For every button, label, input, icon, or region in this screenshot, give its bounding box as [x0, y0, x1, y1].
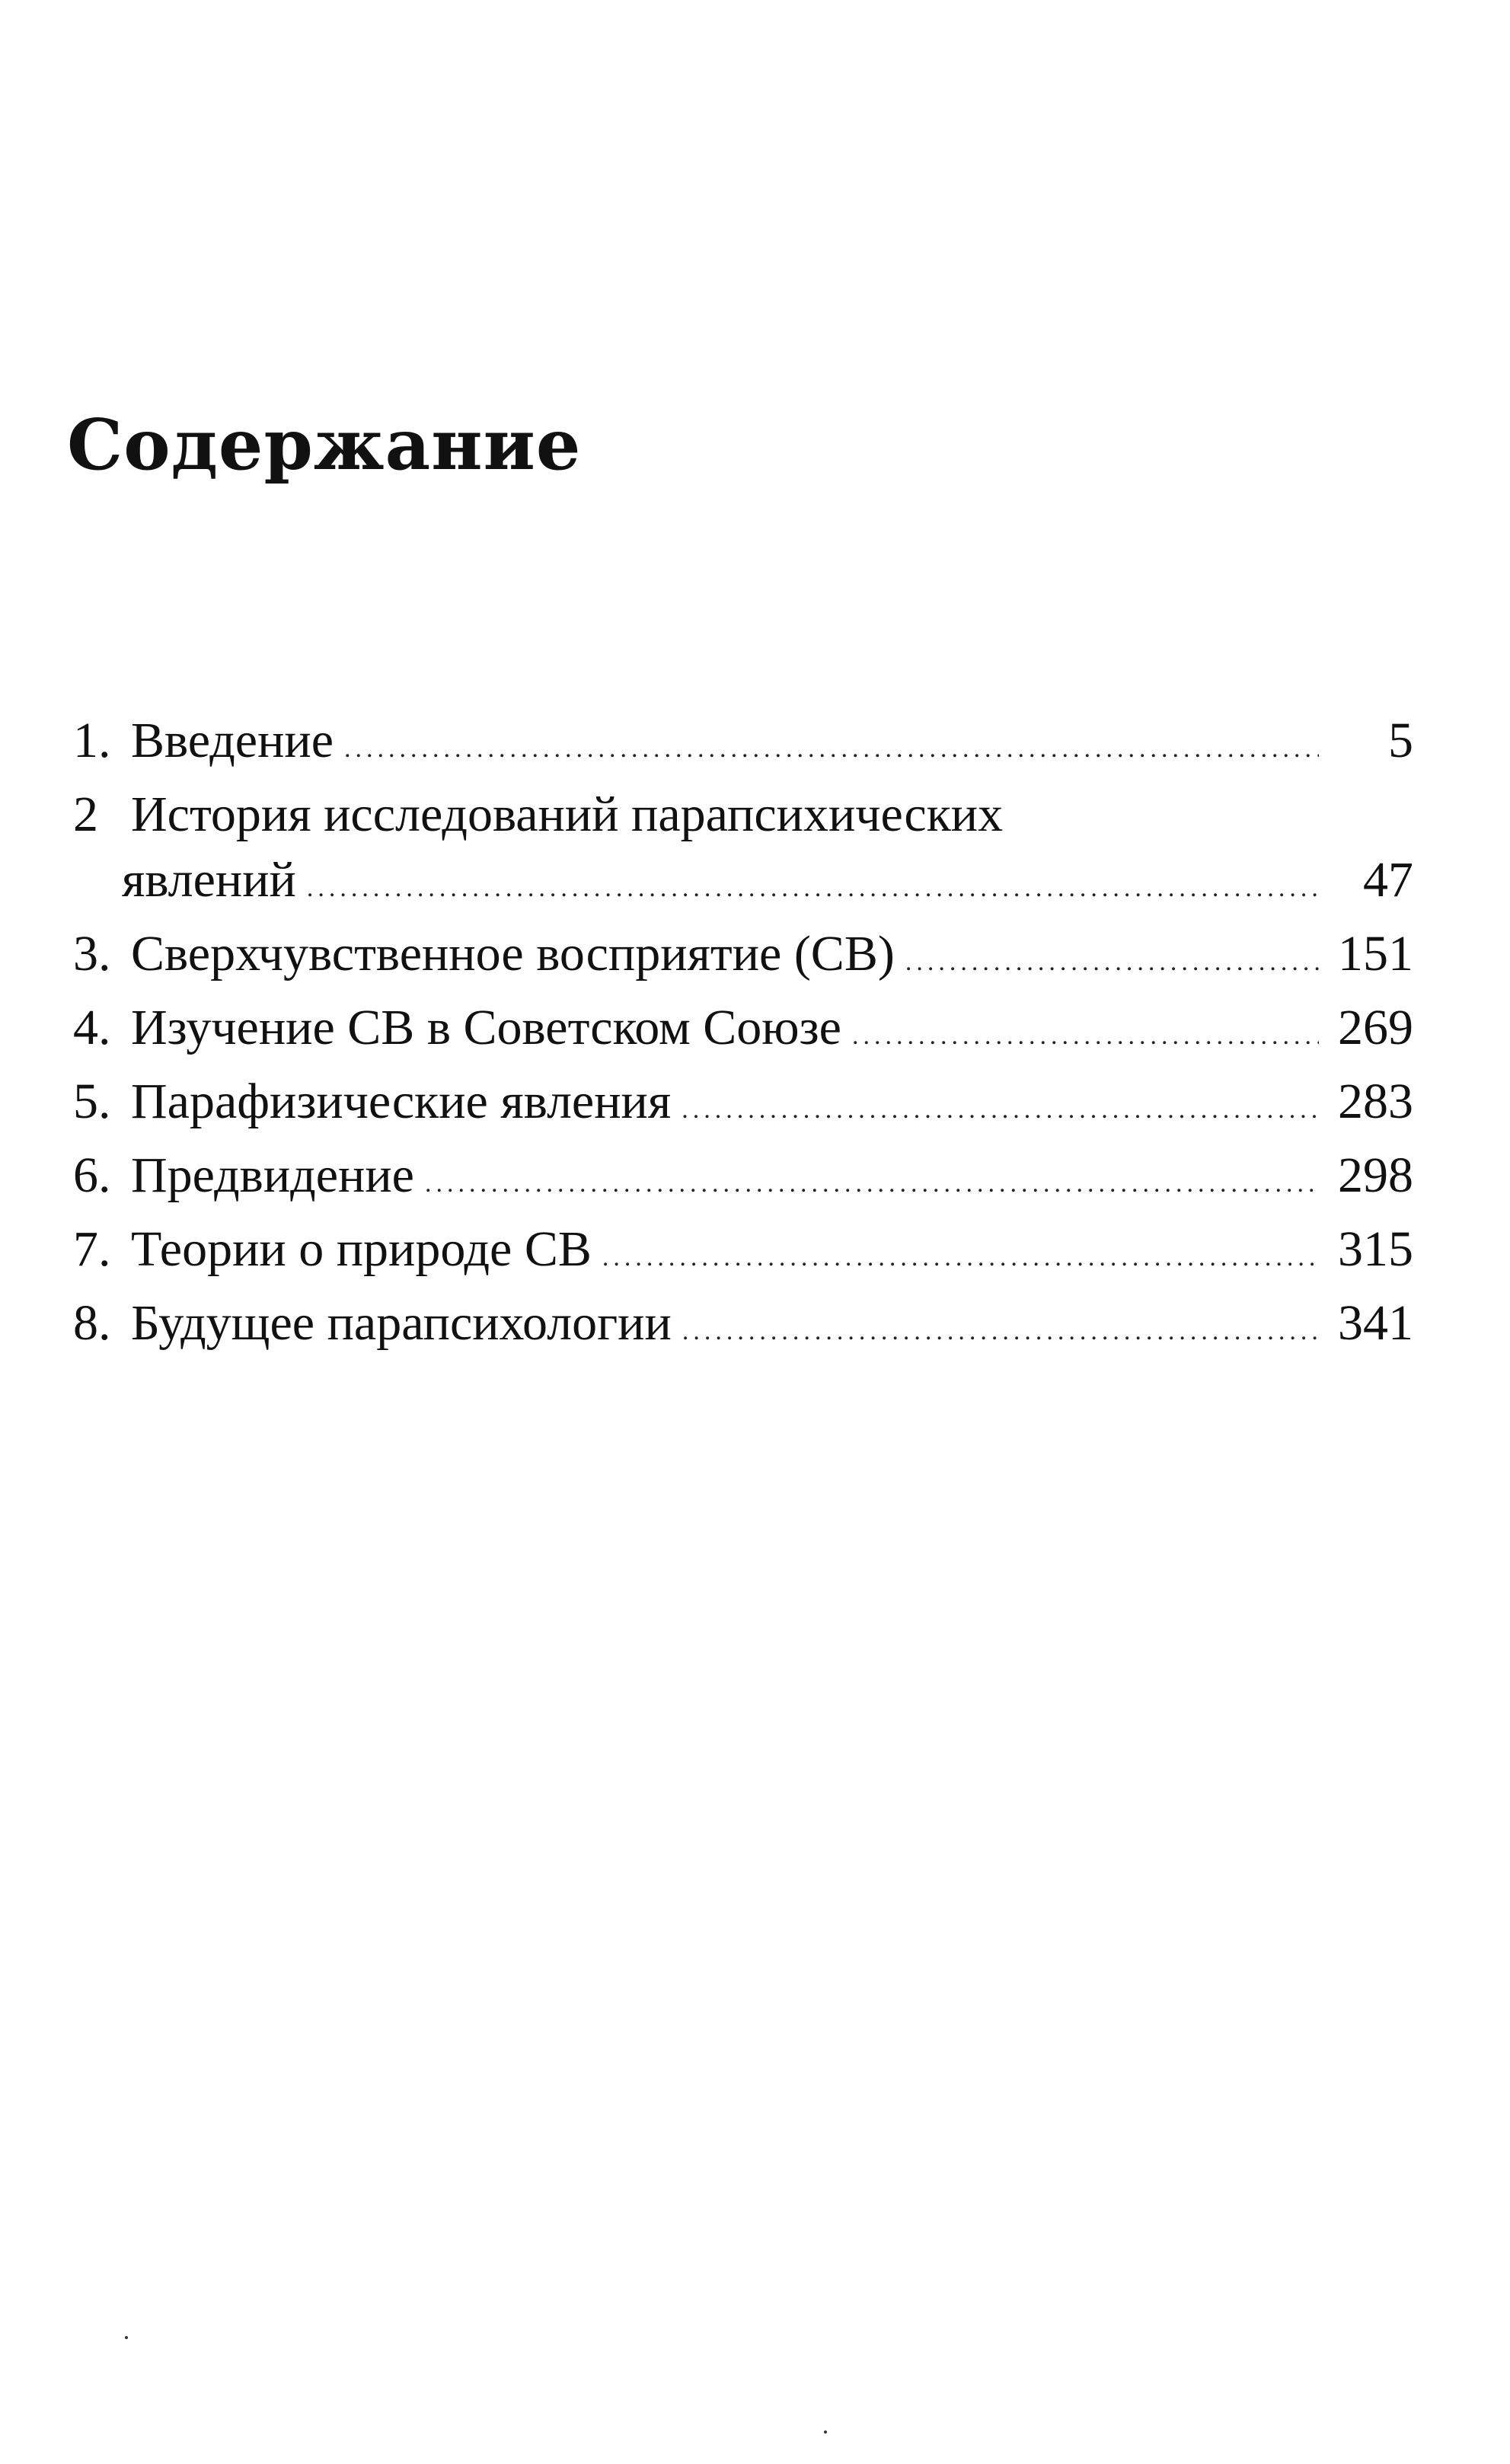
dot-leader	[852, 1004, 1319, 1069]
toc-entry-number: 1.	[73, 713, 111, 768]
toc-entry-title: История исследований парапсихических	[131, 787, 1004, 842]
toc-entry-introduction[interactable]	[73, 708, 1413, 782]
dot-leader	[307, 856, 1319, 921]
toc-entry-title: Теории о природе СВ	[131, 1221, 592, 1277]
toc-entry-history[interactable]	[73, 782, 1413, 847]
table-of-contents	[73, 708, 1413, 1364]
toc-entry-number: 6.	[73, 1147, 111, 1203]
toc-entry-title: Сверхчувственное восприятие (СВ)	[131, 926, 895, 981]
dot-leader	[602, 1225, 1319, 1291]
dot-leader	[905, 930, 1319, 995]
dot-leader	[682, 1077, 1319, 1143]
toc-entry-title: Предвидение	[131, 1147, 414, 1203]
scan-speck	[125, 2336, 128, 2339]
toc-entry-number: 7.	[73, 1221, 111, 1277]
toc-entry-page: 341	[1338, 1295, 1413, 1351]
scan-speck	[824, 2430, 827, 2434]
toc-entry-page: 315	[1338, 1221, 1413, 1277]
toc-entry-soviet-study[interactable]	[73, 995, 1413, 1069]
toc-entry-title: Изучение СВ в Советском Союзе	[131, 1000, 841, 1055]
toc-entry-title-continued: явлений	[122, 852, 296, 908]
toc-entry-theories[interactable]	[73, 1217, 1413, 1291]
toc-entry-number: 8.	[73, 1295, 111, 1351]
dot-leader	[682, 1299, 1319, 1364]
toc-entry-number: 4.	[73, 1000, 111, 1055]
toc-entry-number: 3.	[73, 926, 111, 981]
toc-entry-title: Парафизические явления	[131, 1074, 672, 1129]
toc-entry-page: 298	[1338, 1147, 1413, 1203]
toc-entry-page: 151	[1338, 926, 1413, 981]
toc-entry-history-continued[interactable]	[73, 847, 1413, 921]
toc-entry-number: 5.	[73, 1074, 111, 1129]
toc-entry-precognition[interactable]	[73, 1143, 1413, 1217]
toc-entry-page: 5	[1388, 713, 1413, 768]
toc-entry-page: 283	[1338, 1074, 1413, 1129]
toc-entry-title: Будущее парапсихологии	[131, 1295, 672, 1351]
toc-entry-title: Введение	[131, 713, 334, 768]
toc-entry-future[interactable]	[73, 1291, 1413, 1364]
page-title: Содержание	[67, 404, 582, 486]
dot-leader	[344, 717, 1319, 782]
toc-entry-number: 2	[73, 787, 98, 842]
toc-entry-paraphysical[interactable]	[73, 1069, 1413, 1143]
toc-entry-esp[interactable]	[73, 921, 1413, 995]
dot-leader	[425, 1151, 1319, 1217]
toc-entry-page: 269	[1338, 1000, 1413, 1055]
toc-entry-page: 47	[1363, 852, 1413, 908]
